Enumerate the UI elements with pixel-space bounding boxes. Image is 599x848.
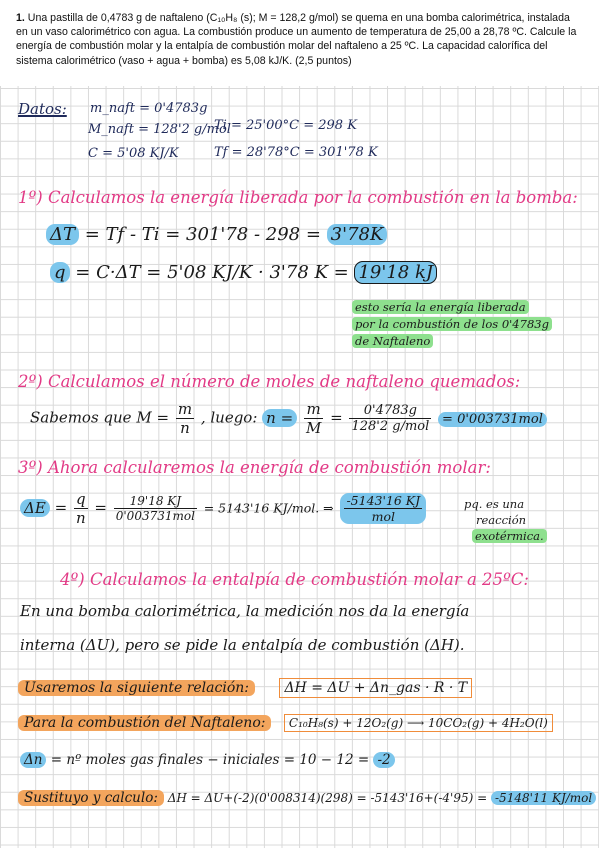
fraction-m-over-M: $\frac{m}{M}$	[305, 400, 322, 437]
q-result: 19'18 kJ	[354, 261, 437, 284]
step4-reaccion	[18, 715, 553, 731]
note-line-3: de Naftaleno	[352, 334, 433, 348]
luego-text: , luego:	[200, 408, 258, 427]
delta-t-result: 3'78K	[327, 224, 388, 245]
step2-title: 2º) Calculamos el número de moles de naftaleno quemados:	[18, 372, 521, 391]
relacion-label: Usaremos la siguiente relación:	[18, 680, 255, 696]
delta-t-symbol: ΔT	[46, 224, 79, 245]
step3-energy-line: ΔE = $\frac{q}{n}$ = $\frac{19'18 KJ}{\text{0'003731mol}}$ = 5143'16 KJ/mol. ⇒ $\frac{-5143'16 KJ}{\text{mol}}$	[20, 490, 428, 527]
note-line-2: por la combustión de los 0'4783g	[352, 317, 552, 331]
q-expression: = C·ΔT = 5'08 KJ/K · 3'78 K =	[75, 262, 349, 283]
step1-note	[352, 299, 552, 350]
problem-text: Una pastilla de 0,4783 g de naftaleno (C₁₀H₈ (s); M = 128,2 g/mol) se quema en una bomba calorimétrica, instalada en un vaso calorimétrico con agua. La combustión produce un aumento de temperatura de 25,00 a 28,78 ºC. Calcule la energía de combustión molar y la entalpía de combustión molar del naftaleno a 25 ºC. La capacidad calorífica del sistema calorimétrico (vaso + agua + bomba) es 5,08 kJ/K. (2,5 puntos)	[16, 12, 577, 67]
note-pq: pq. es una	[464, 497, 525, 511]
delta-n-result: -2	[373, 752, 394, 768]
step1-delta-t-line	[46, 224, 387, 245]
final-label: Sustituyo y calculo:	[18, 790, 164, 806]
step4-final	[18, 790, 596, 806]
note-exotermica: exotérmica.	[472, 529, 547, 543]
reaccion-label: Para la combustión del Naftaleno:	[18, 715, 271, 731]
n-equals: n =	[262, 409, 297, 427]
dato-capacidad: C = 5'08 KJ/K	[88, 146, 179, 161]
final-result: -5148'11 KJ/mol	[491, 791, 596, 805]
q-symbol: q	[50, 262, 70, 283]
step3-title: 3º) Ahora calcularemos la energía de combustión molar:	[18, 458, 491, 477]
step1-q-line	[50, 262, 437, 283]
problem-number: 1.	[16, 12, 25, 24]
dato-masa-molar: M_naft = 128'2 g/mol	[88, 122, 231, 137]
dato-temp-final: Tf = 28'78°C = 301'78 K	[214, 145, 378, 160]
fraction-values: $\frac{0'4783g}{\text{128'2 g/mol}}$	[351, 403, 430, 434]
fraction-m-over-n: $\frac{m}{n}$	[177, 400, 193, 437]
step4-relacion	[18, 680, 472, 696]
fraction-energy-values: $\frac{19'18 KJ}{\text{0'003731mol}}$	[115, 494, 195, 523]
note-reaccion: reacción	[476, 513, 527, 527]
moles-result: = 0'003731mol	[438, 412, 547, 427]
step4-line-1: En una bomba calorimétrica, la medición nos da la energía	[20, 602, 470, 620]
problem-statement	[0, 0, 599, 86]
delta-e-symbol: ΔE	[20, 499, 50, 517]
relacion-formula: ΔH = ΔU + Δn_gas · R · T	[279, 678, 472, 698]
note-line-1: esto sería la energía liberada	[352, 300, 529, 314]
step4-delta-n	[20, 752, 395, 768]
sabemos-text: Sabemos que M =	[30, 408, 170, 427]
delta-n-text: = nº moles gas finales − iniciales = 10 − 12 =	[50, 752, 370, 768]
energy-result: $\frac{-5143'16 KJ}{\text{mol}}$	[340, 493, 426, 524]
step2-moles-line: Sabemos que M = $\frac{m}{n}$ , luego: n = $\frac{m}{M}$ = $\frac{0'4783g}{\text{128'2 g/mol}}$ = 0'003731mol	[30, 400, 547, 437]
dato-masa: m_naft = 0'4783g	[90, 101, 208, 116]
reaccion-formula: C₁₀H₈(s) + 12O₂(g) ⟶ 10CO₂(g) + 4H₂O(l)	[284, 714, 553, 732]
delta-t-expression: = Tf - Ti = 301'78 - 298 =	[84, 224, 321, 245]
step4-title: 4º) Calculamos la entalpía de combustión molar a 25ºC:	[60, 570, 529, 589]
energy-value: = 5143'16 KJ/mol. ⇒	[203, 500, 334, 516]
delta-n-symbol: Δn	[20, 752, 46, 768]
dato-temp-inicial: Ti = 25'00°C = 298 K	[214, 118, 357, 133]
fraction-q-over-n: $\frac{q}{n}$	[75, 490, 86, 527]
step3-note	[464, 496, 547, 544]
step4-line-2: interna (ΔU), pero se pide la entalpía de combustión (ΔH).	[20, 636, 465, 654]
final-expression: ΔH = ΔU+(-2)(0'008314)(298) = -5143'16+(-4'95) =	[167, 791, 488, 805]
step1-title: 1º) Calculamos la energía liberada por la combustión en la bomba:	[18, 188, 578, 207]
datos-label: Datos:	[18, 100, 67, 118]
